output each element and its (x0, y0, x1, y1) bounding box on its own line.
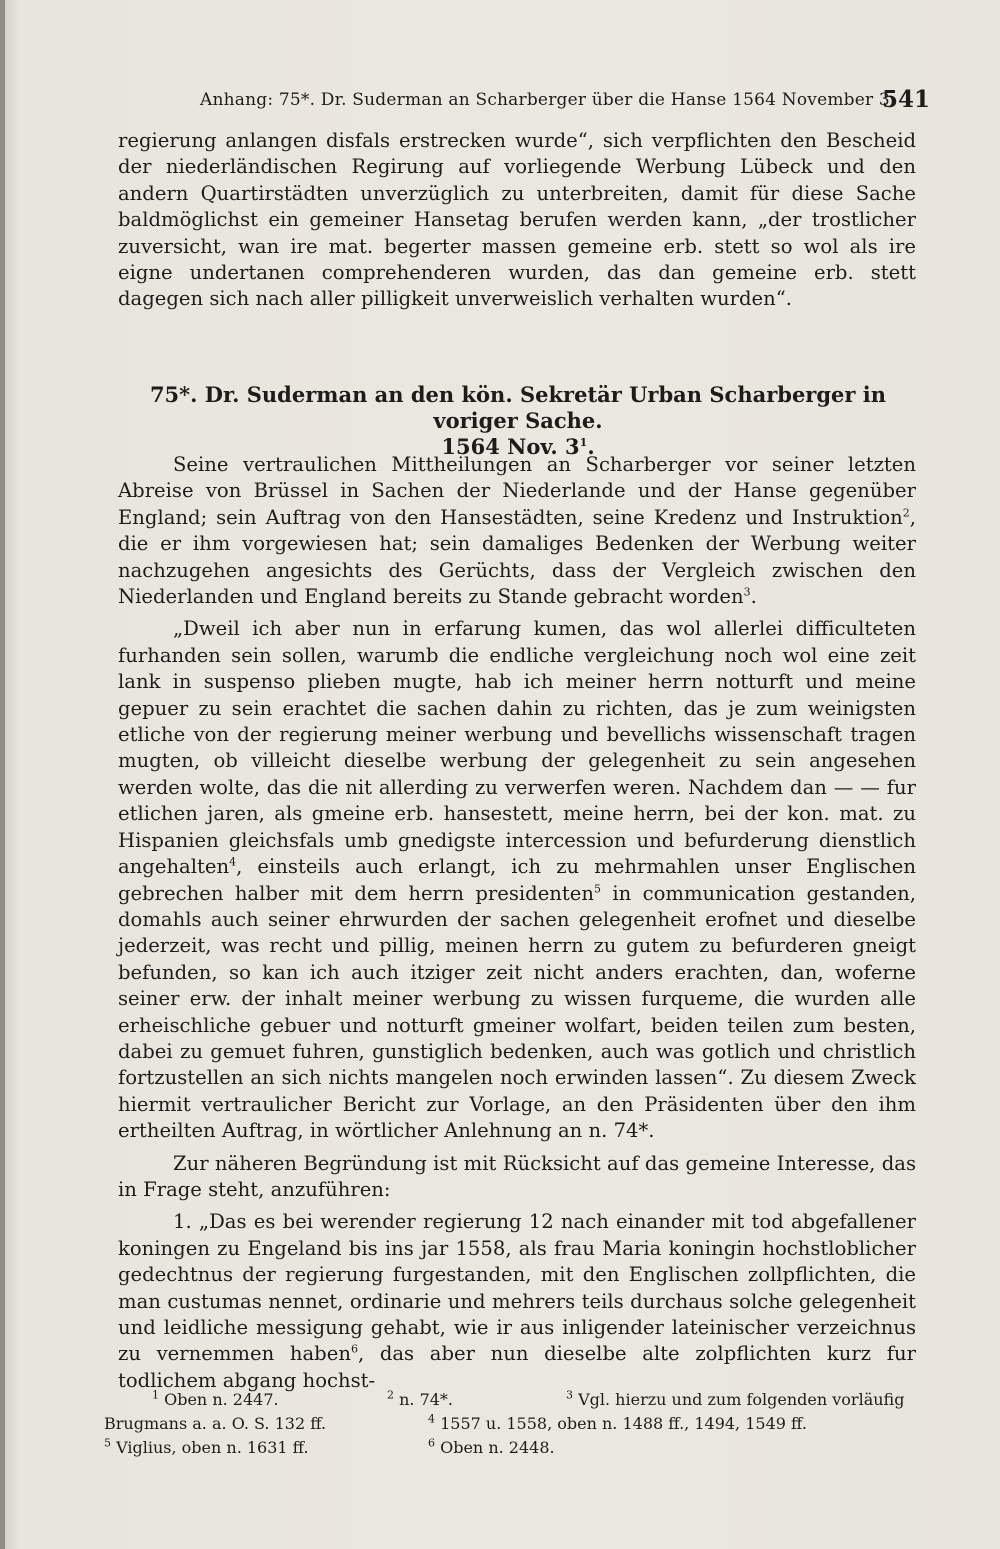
footnote-mark: 5 (104, 1436, 111, 1450)
main-text (118, 452, 916, 1394)
section-heading-end: . (587, 434, 595, 459)
section-heading (118, 382, 918, 460)
footnote-ref: 6 (350, 1342, 358, 1356)
footnote-mark: 3 (566, 1388, 573, 1402)
footnotes (104, 1388, 904, 1460)
book-spine-edge (0, 0, 5, 1549)
footnote-row (104, 1388, 904, 1412)
reason-intro-paragraph: Zur näheren Begründung ist mit Rücksicht auf das gemeine Interesse, das in Frage steht, anzuführen: (118, 1151, 916, 1201)
text-run: 1. „Das es bei werender regierung 12 nach einander mit tod abgefallener koningen zu Engeland bis ins jar 1558, als frau Maria koningin hochstloblicher gedechtnus der regierung furgestanden, mit den Englischen zollpflichten, die man custumas nennet, ordinarie und mehrers teils durchaus solche gelegenheit und leidliche messigung gehabt, wie ir aus inligender lateinischer verzeichnus zu vernemmen haben (118, 1210, 916, 1366)
footnote-5 (104, 1436, 309, 1460)
continuation-block (118, 128, 916, 313)
text-run: „Dweil ich aber nun in erfarung kumen, das wol allerlei difficulteten furhanden sein sollen, warumb die endliche vergleichung noch wol eine zeit lank in suspenso plieben mugte, hab ich meiner herrn notturft und meine gepuer zu sein erachtet die sachen dahin zu richten, das je zum weinigsten etliche von der regierung meiner werbung und bevellichs wissenschaft tragen mugten, ob villeicht dieselbe werbung der gelegenheit zu sein angesehen werden wolte, das die nit allerding zu verwerfen weren. Nachdem dan — — fur etlichen jaren, als gmeine erb. hansestett, meine herrn, bei der kon. mat. zu Hispanien gleichsfals umb gnedigste intercession und befurderung dienstlich angehalten (118, 617, 916, 879)
footnote-ref: 5 (594, 881, 602, 895)
footnote-1 (152, 1388, 279, 1412)
footnote-6 (428, 1436, 555, 1460)
footnote-text: n. 74*. (399, 1390, 454, 1409)
text-run: , die er ihm vorgewiesen hat; sein damaliges Bedenken der Werbung weiter nachzugehen angesichts des Gerüchts, dass der Vergleich zwischen den Niederlanden und England bereits zu Stande gebracht worden (118, 505, 916, 609)
footnote-mark: 1 (152, 1388, 159, 1402)
footnote-mark: 4 (428, 1412, 435, 1426)
footnote-3-continued: Brugmans a. a. O. S. 132 ff. (104, 1414, 327, 1433)
footnote-row (104, 1412, 904, 1436)
summary-paragraph (118, 452, 916, 610)
text-run: in communication gestanden, domahls auch seiner ehrwurden der sachen gelegenheit erofnet und dieselbe jederzeit, was recht und pillig, meinen herrn zu gutem zu befurderen gneigt befunden, so kan ich auch itziger zeit nicht anders erachten, dan, woferne seiner erw. der inhalt meiner werbung zu wissen furqueme, die wurden alle erheischliche gebuer und notturft gmeiner wolfart, beiden teilen zum besten, dabei zu gemuet fuhren, gunstiglich bedenken, auch was gotlich und christlich fortzustellen an sich nichts mangelen noch erwinden lassen“. Zu diesem Zweck hiermit vertraulicher Bericht zur Vorlage, an den Präsidenten über den ihm ertheilten Auftrag, in wörtlicher Anlehnung an n. 74*. (118, 881, 916, 1143)
footnote-text: Oben n. 2448. (440, 1438, 555, 1457)
section-heading-line1: 75*. Dr. Suderman an den kön. Sekretär Urban Scharberger in voriger Sache. (149, 382, 887, 433)
footnote-ref: 2 (902, 506, 910, 520)
section-heading-date: 1564 Nov. 3 (441, 434, 580, 459)
footnote-ref: 3 (743, 585, 751, 599)
running-header (200, 86, 930, 116)
footnote-mark: 2 (387, 1388, 394, 1402)
footnote-row (104, 1436, 904, 1460)
text-run: Seine vertraulichen Mittheilungen an Scharberger vor seiner letzten Abreise von Brüssel in Sachen der Niederlande und der Hanse gegenüber England; sein Auftrag von den Hansestädten, seine Kredenz und Instruktion (118, 453, 916, 529)
continuation-paragraph: regierung anlangen disfals erstrecken wurde“, sich verpflichten den Bescheid der niederländischen Regirung auf vorliegende Werbung Lübeck und den andern Quartirstädten unverzüglich zu unterbreiten, damit für diese Sache baldmöglichst ein gemeiner Hansetag berufen werden kann, „der trostlicher zuversicht, wan ire mat. begerter massen gemeine erb. stett so wol als ire eigne undertanen comprehenderen wurden, das dan gemeine erb. stett dagegen sich nach aller pilligkeit unverweislich verhalten wurden“. (118, 129, 916, 311)
footnote-ref: 4 (229, 855, 237, 869)
footnote-4 (428, 1412, 807, 1436)
text-run: , das aber nun dieselbe alte zolpflichten kurz fur todlichem abgang hochst- (118, 1342, 916, 1392)
footnote-3 (566, 1388, 904, 1412)
point-one-paragraph (118, 1209, 916, 1394)
page-number: 541 (881, 86, 930, 113)
running-title: Anhang: 75*. Dr. Suderman an Scharberger über die Hanse 1564 November 3. (200, 90, 896, 110)
text-run: , einsteils auch erlangt, ich zu mehrmahlen unser Englischen gebrechen halber mit dem herrn presidenten (118, 855, 916, 905)
footnote-mark: 6 (428, 1436, 435, 1450)
footnote-text: Vgl. hierzu und zum folgenden vorläufig (578, 1390, 905, 1409)
footnote-text: Oben n. 2447. (164, 1390, 279, 1409)
footnote-2 (387, 1388, 453, 1412)
footnote-text: 1557 u. 1558, oben n. 1488 ff., 1494, 1549 ff. (440, 1414, 807, 1433)
footnote-ref: 1 (579, 436, 588, 449)
footnote-text: Viglius, oben n. 1631 ff. (116, 1438, 309, 1457)
text-run: . (750, 585, 757, 609)
quotation-paragraph (118, 616, 916, 1144)
